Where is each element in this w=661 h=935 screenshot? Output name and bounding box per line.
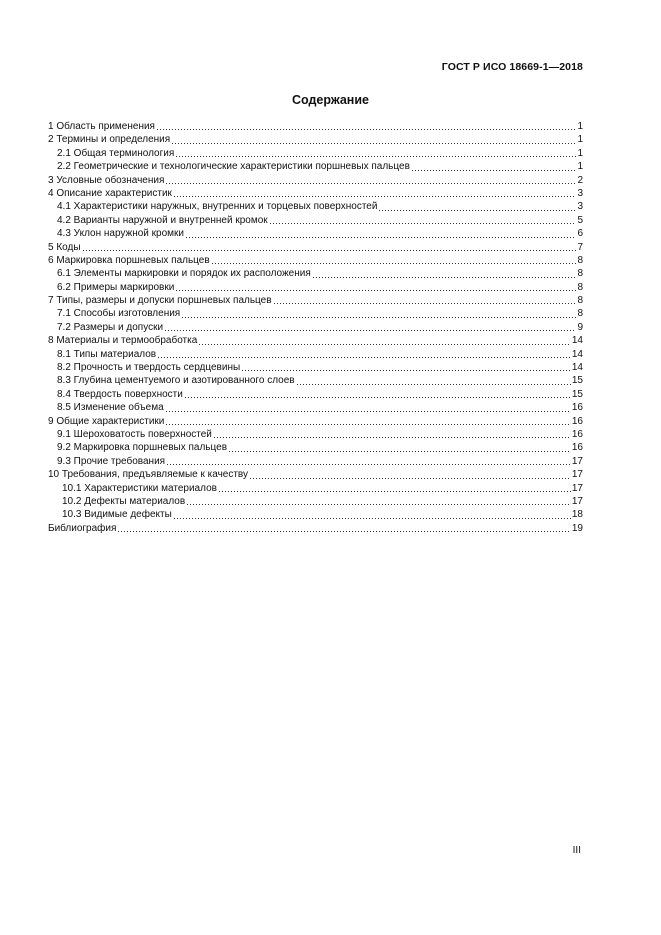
toc-entry-page: 15 <box>571 375 583 387</box>
toc-dot-leader <box>175 290 576 291</box>
toc-entry-title: 8 Материалы и термообработка <box>48 335 198 347</box>
toc-entry-page: 8 <box>577 308 583 320</box>
toc-entry <box>48 348 583 361</box>
toc-entry <box>48 428 583 441</box>
toc-entry-page: 17 <box>571 469 583 481</box>
toc-entry-page: 18 <box>571 509 583 521</box>
toc-entry-title: 4.1 Характеристики наружных, внутренних и торцевых поверхностей <box>57 201 378 213</box>
toc-entry-title: 2 Термины и определения <box>48 134 171 146</box>
toc-entry-page: 8 <box>577 295 583 307</box>
toc-entry-page: 5 <box>577 214 583 226</box>
toc-dot-leader <box>378 210 576 211</box>
toc-entry-title: 4.3 Уклон наружной кромки <box>57 228 184 240</box>
toc-entry <box>48 187 583 200</box>
toc-entry-title: 6.2 Примеры маркировки <box>57 281 175 293</box>
toc-entry <box>48 455 583 468</box>
toc-entry-page: 15 <box>571 388 583 400</box>
toc-dot-leader <box>296 384 571 385</box>
toc-entry-title: 6 Маркировка поршневых пальцев <box>48 254 210 266</box>
toc-dot-leader <box>186 504 571 505</box>
toc-entry-page: 16 <box>571 402 583 414</box>
page-number: III <box>572 845 581 856</box>
toc-entry-page: 14 <box>571 335 583 347</box>
toc-dot-leader <box>273 303 577 304</box>
toc-entry-title: 4 Описание характеристик <box>48 187 172 199</box>
toc-entry <box>48 174 583 187</box>
toc-entry <box>48 334 583 347</box>
toc-entry <box>48 294 583 307</box>
toc-dot-leader <box>213 437 571 438</box>
toc-entry-title: 7.2 Размеры и допуски <box>57 321 164 333</box>
toc-dot-leader <box>157 357 571 358</box>
toc-dot-leader <box>173 196 577 197</box>
toc-entry-title: 2.2 Геометрические и технологические характеристики поршневых пальцев <box>57 161 410 173</box>
toc-entry-page: 16 <box>571 442 583 454</box>
toc-entry-page: 1 <box>577 147 583 159</box>
toc-dot-leader <box>198 344 571 345</box>
toc-dot-leader <box>165 411 571 412</box>
toc-entry <box>48 415 583 428</box>
toc-entry <box>48 254 583 267</box>
toc-entry <box>48 495 583 508</box>
toc-entry <box>48 267 583 280</box>
toc-entry <box>48 120 583 133</box>
toc-entry <box>48 307 583 320</box>
toc-entry <box>48 441 583 454</box>
toc-entry <box>48 388 583 401</box>
page-title: Содержание <box>291 93 369 107</box>
toc-entry-page: 8 <box>577 281 583 293</box>
toc-dot-leader <box>269 223 577 224</box>
toc-entry-page: 14 <box>571 362 583 374</box>
toc-entry-title: 10 Требования, предъявляемые к качеству <box>48 469 249 481</box>
toc-entry <box>48 508 583 521</box>
toc-entry-page: 16 <box>571 415 583 427</box>
toc-entry-title: 8.3 Глубина цементуемого и азотированного слоев <box>57 375 295 387</box>
toc-dot-leader <box>165 183 576 184</box>
toc-dot-leader <box>181 317 576 318</box>
toc-entry-title: 8.1 Типы материалов <box>57 348 157 360</box>
toc-entry-title: Библиография <box>48 522 117 534</box>
toc-dot-leader <box>218 491 571 492</box>
toc-entry-title: 9 Общие характеристики <box>48 415 165 427</box>
toc-entry <box>48 241 583 254</box>
toc-entry-page: 2 <box>577 174 583 186</box>
toc-dot-leader <box>249 478 571 479</box>
toc-entry-title: 9.2 Маркировка поршневых пальцев <box>57 442 228 454</box>
toc-dot-leader <box>156 129 576 130</box>
toc-dot-leader <box>312 277 577 278</box>
toc-dot-leader <box>165 424 571 425</box>
toc-dot-leader <box>184 397 571 398</box>
toc-entry-title: 8.5 Изменение объема <box>57 402 164 414</box>
toc-dot-leader <box>171 143 576 144</box>
toc-entry <box>48 147 583 160</box>
toc-entry <box>48 374 583 387</box>
toc-entry <box>48 281 583 294</box>
toc-entry <box>48 401 583 414</box>
toc-entry-page: 7 <box>577 241 583 253</box>
toc-dot-leader <box>164 330 576 331</box>
toc-entry-page: 16 <box>571 428 583 440</box>
toc-entry-title: 8.4 Твердость поверхности <box>57 388 183 400</box>
toc-dot-leader <box>166 464 571 465</box>
toc-entry-title: 7 Типы, размеры и допуски поршневых пальцев <box>48 295 272 307</box>
toc-entry-title: 10.1 Характеристики материалов <box>62 482 217 494</box>
toc-entry-title: 3 Условные обозначения <box>48 174 165 186</box>
toc-entry-page: 17 <box>571 495 583 507</box>
toc-entry-page: 19 <box>571 522 583 534</box>
toc-entry-title: 10.2 Дефекты материалов <box>62 495 186 507</box>
toc-entry-title: 9.1 Шероховатость поверхностей <box>57 428 212 440</box>
toc-entry <box>48 482 583 495</box>
toc-entry-page: 17 <box>571 455 583 467</box>
toc-entry-page: 8 <box>577 268 583 280</box>
toc-dot-leader <box>173 518 571 519</box>
toc-entry-page: 6 <box>577 228 583 240</box>
toc-entry <box>48 160 583 173</box>
toc-dot-leader <box>241 370 571 371</box>
toc-dot-leader <box>228 451 571 452</box>
toc-entry <box>48 361 583 374</box>
toc-entry-page: 1 <box>577 161 583 173</box>
toc-entry <box>48 133 583 146</box>
table-of-contents <box>48 120 583 535</box>
toc-dot-leader <box>411 170 577 171</box>
toc-entry-title: 5 Коды <box>48 241 81 253</box>
toc-entry <box>48 227 583 240</box>
toc-entry-title: 7.1 Способы изготовления <box>57 308 181 320</box>
toc-entry-title: 1 Область применения <box>48 121 155 132</box>
toc-entry-page: 8 <box>577 254 583 266</box>
toc-entry-title: 10.3 Видимые дефекты <box>62 509 172 521</box>
toc-entry-page: 3 <box>577 201 583 213</box>
toc-entry-title: 4.2 Варианты наружной и внутренней кромок <box>57 214 268 226</box>
toc-dot-leader <box>82 250 577 251</box>
toc-dot-leader <box>185 237 576 238</box>
toc-entry <box>48 321 583 334</box>
toc-entry-title: 2.1 Общая терминология <box>57 147 175 159</box>
toc-entry-title: 6.1 Элементы маркировки и порядок их расположения <box>57 268 311 280</box>
toc-dot-leader <box>175 156 576 157</box>
toc-entry-page: 3 <box>577 187 583 199</box>
toc-entry <box>48 522 583 535</box>
toc-entry-page: 14 <box>571 348 583 360</box>
toc-entry-page: 1 <box>577 121 583 132</box>
toc-entry <box>48 200 583 213</box>
toc-dot-leader <box>211 263 577 264</box>
toc-entry <box>48 468 583 481</box>
toc-dot-leader <box>117 531 570 532</box>
toc-entry-page: 17 <box>571 482 583 494</box>
toc-entry-page: 1 <box>577 134 583 146</box>
toc-entry-title: 9.3 Прочие требования <box>57 455 166 467</box>
document-id: ГОСТ Р ИСО 18669-1—2018 <box>441 61 583 73</box>
toc-entry <box>48 214 583 227</box>
toc-entry-page: 9 <box>577 321 583 333</box>
toc-entry-title: 8.2 Прочность и твердость сердцевины <box>57 362 241 374</box>
